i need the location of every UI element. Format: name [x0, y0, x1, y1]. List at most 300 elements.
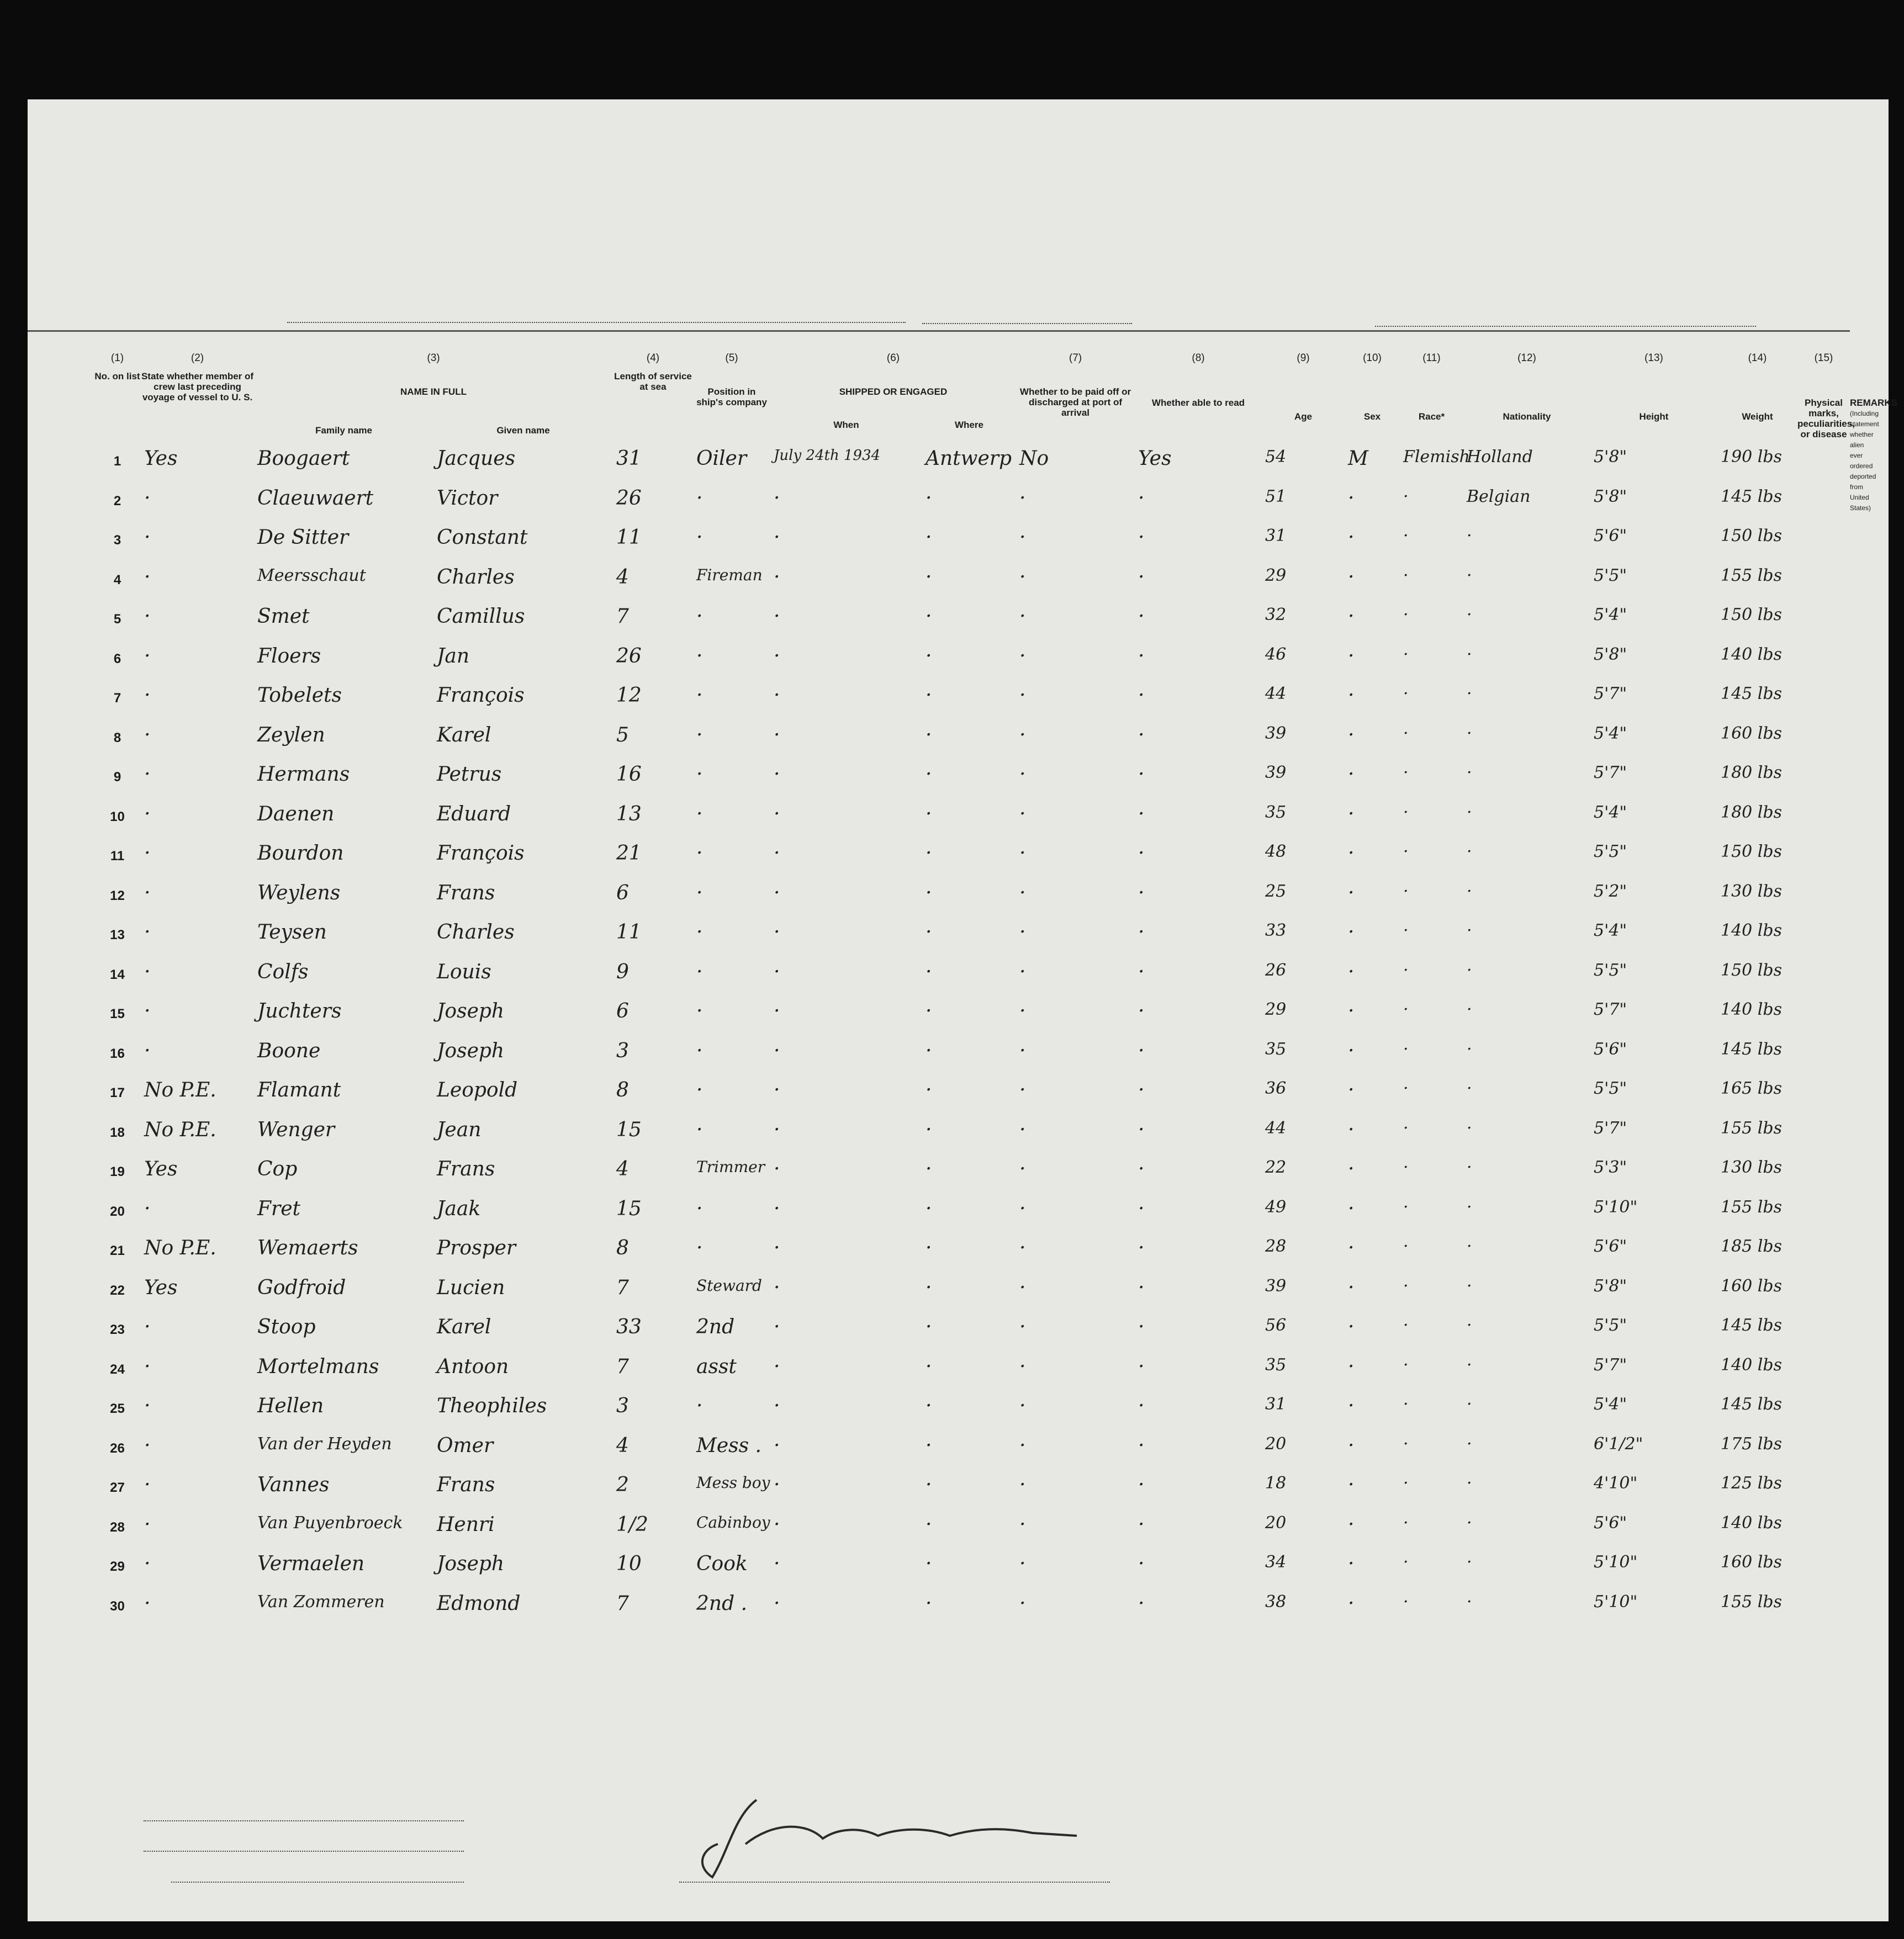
ship-position: Steward [696, 1276, 762, 1295]
previous-voyage: · [144, 1316, 151, 1338]
sex: · [1348, 802, 1355, 825]
ship-position: · [696, 644, 703, 667]
previous-voyage: · [144, 486, 151, 510]
given-name: Jan [437, 644, 470, 667]
ship-position: Fireman [696, 565, 763, 584]
column-number: (12) [1517, 352, 1536, 364]
given-name: Henri [437, 1513, 495, 1536]
age: 49 [1265, 1197, 1287, 1217]
weight: 130 lbs [1721, 1158, 1782, 1177]
sex: · [1348, 1513, 1355, 1536]
height: 5'8" [1594, 1276, 1627, 1296]
paid-off: · [1019, 802, 1026, 825]
height: 5'4" [1594, 605, 1627, 624]
given-name: François [437, 842, 525, 865]
paid-off: · [1019, 960, 1026, 983]
nationality: · [1467, 842, 1472, 861]
family-name: Wemaerts [257, 1237, 358, 1259]
nationality: · [1467, 1237, 1472, 1256]
family-name: Wenger [257, 1118, 335, 1141]
given-name: Karel [437, 1316, 491, 1338]
ship-position: · [696, 1079, 703, 1101]
service-length: 5 [616, 723, 629, 746]
age: 51 [1265, 486, 1287, 506]
family-name: De Sitter [257, 526, 349, 549]
height: 5'4" [1594, 921, 1627, 940]
family-name: Vermaelen [257, 1553, 365, 1575]
shipped-when: · [774, 1474, 780, 1496]
sex: · [1348, 1276, 1355, 1299]
service-length: 7 [616, 605, 629, 628]
shipped-where: · [925, 1553, 932, 1575]
previous-voyage: No P.E. [144, 1237, 216, 1259]
ship-position: 2nd . [696, 1592, 748, 1615]
able-to-read: · [1138, 1513, 1145, 1536]
shipped-when: July 24th 1934 [774, 447, 881, 464]
inspector-signature [679, 1783, 1110, 1894]
nationality: · [1467, 1316, 1472, 1335]
nationality: · [1467, 1079, 1472, 1098]
given-name: Lucien [437, 1276, 505, 1299]
shipped-where: · [925, 1316, 932, 1338]
height: 5'7" [1594, 684, 1627, 703]
column-header: Where [955, 420, 983, 430]
paid-off: · [1019, 1118, 1026, 1141]
column-header: Race* [1418, 411, 1445, 422]
weight: 165 lbs [1721, 1079, 1782, 1098]
race: · [1403, 644, 1409, 664]
service-length: 26 [616, 644, 642, 667]
shipped-when: · [774, 1553, 780, 1575]
given-name: Edmond [437, 1592, 521, 1615]
previous-voyage: Yes [144, 1276, 178, 1299]
shipped-when: · [774, 802, 780, 825]
previous-voyage: No P.E. [144, 1079, 216, 1101]
shipped-where: · [925, 1079, 932, 1101]
service-length: 15 [616, 1118, 642, 1141]
row-number: 4 [113, 572, 121, 587]
ship-position: · [696, 1000, 703, 1023]
shipped-when: · [774, 921, 780, 944]
family-name: Claeuwaert [257, 486, 374, 510]
sex: · [1348, 1434, 1355, 1457]
sex: M [1348, 447, 1368, 470]
given-name: Charles [437, 921, 515, 944]
row-number: 27 [110, 1480, 125, 1495]
given-name: Charles [437, 565, 515, 589]
sex: · [1348, 1197, 1355, 1220]
shipped-where: · [925, 1118, 932, 1141]
family-name: Smet [257, 605, 310, 628]
shipped-when: · [774, 1395, 780, 1417]
age: 22 [1265, 1158, 1287, 1177]
weight: 145 lbs [1721, 1316, 1782, 1335]
nationality: · [1467, 684, 1472, 703]
age: 32 [1265, 605, 1287, 624]
service-length: 12 [616, 684, 642, 707]
weight: 130 lbs [1721, 881, 1782, 901]
sex: · [1348, 1592, 1355, 1615]
race: · [1403, 1197, 1409, 1217]
able-to-read: · [1138, 1553, 1145, 1575]
able-to-read: · [1138, 1395, 1145, 1417]
given-name: Petrus [437, 763, 502, 786]
age: 20 [1265, 1434, 1287, 1454]
service-length: 4 [616, 1434, 629, 1457]
ship-position: · [696, 605, 703, 628]
height: 5'5" [1594, 842, 1627, 861]
height: 5'8" [1594, 447, 1627, 467]
column-number: (3) [427, 352, 440, 364]
ship-position: Cabinboy [696, 1513, 770, 1532]
shipped-where: · [925, 723, 932, 746]
row-number: 6 [113, 651, 121, 666]
able-to-read: · [1138, 1197, 1145, 1220]
row-number: 13 [110, 928, 125, 942]
able-to-read: · [1138, 763, 1145, 786]
race: · [1403, 1513, 1409, 1533]
column-header: Nationality [1503, 411, 1551, 422]
nationality: · [1467, 605, 1472, 624]
column-number: (7) [1069, 352, 1082, 364]
age: 56 [1265, 1316, 1287, 1335]
sex: · [1348, 960, 1355, 983]
height: 5'6" [1594, 1513, 1627, 1533]
previous-voyage: · [144, 1434, 151, 1457]
ship-position: · [696, 486, 703, 510]
paid-off: · [1019, 1474, 1026, 1496]
column-number: (11) [1422, 352, 1441, 364]
family-name: Bourdon [257, 842, 344, 865]
service-length: 15 [616, 1197, 642, 1220]
shipped-where: · [925, 1513, 932, 1536]
given-name: Leopold [437, 1079, 518, 1101]
service-length: 6 [616, 881, 629, 904]
column-number: (8) [1192, 352, 1205, 364]
sex: · [1348, 1237, 1355, 1259]
able-to-read: · [1138, 605, 1145, 628]
weight: 185 lbs [1721, 1237, 1782, 1256]
shipped-when: · [774, 842, 780, 865]
able-to-read: · [1138, 1000, 1145, 1023]
nationality: · [1467, 960, 1472, 980]
family-name: Van Zommeren [257, 1592, 385, 1612]
row-number: 16 [110, 1046, 125, 1061]
weight: 140 lbs [1721, 644, 1782, 664]
height: 4'10" [1594, 1474, 1638, 1493]
height: 5'8" [1594, 486, 1627, 506]
shipped-when: · [774, 1276, 780, 1299]
paid-off: · [1019, 1592, 1026, 1615]
able-to-read: · [1138, 1434, 1145, 1457]
shipped-where: · [925, 1395, 932, 1417]
able-to-read: · [1138, 802, 1145, 825]
service-length: 13 [616, 802, 642, 825]
age: 38 [1265, 1592, 1287, 1612]
ship-position: · [696, 802, 703, 825]
paid-off: · [1019, 1553, 1026, 1575]
given-name: Joseph [437, 1553, 505, 1575]
paid-off: · [1019, 1039, 1026, 1062]
row-number: 2 [113, 493, 121, 508]
row-number: 26 [110, 1440, 125, 1456]
column-header: Physical marks, peculiarities, or disease [1797, 398, 1855, 439]
age: 44 [1265, 684, 1287, 703]
ship-position: Cook [696, 1553, 748, 1575]
service-length: 11 [616, 921, 642, 944]
race: · [1403, 960, 1409, 980]
height: 5'4" [1594, 1395, 1627, 1414]
column-number: (1) [110, 352, 124, 364]
age: 46 [1265, 644, 1287, 664]
age: 28 [1265, 1237, 1287, 1256]
height: 5'8" [1594, 644, 1627, 664]
weight: 145 lbs [1721, 1395, 1782, 1414]
family-name: Meersschaut [257, 565, 366, 585]
previous-voyage: · [144, 1039, 151, 1062]
race: · [1403, 565, 1409, 585]
family-name: Vannes [257, 1474, 330, 1496]
given-name: Joseph [437, 1000, 505, 1023]
age: 29 [1265, 565, 1287, 585]
column-header: Sex [1363, 411, 1381, 422]
service-length: 9 [616, 960, 629, 983]
shipped-where: · [925, 960, 932, 983]
age: 39 [1265, 763, 1287, 782]
shipped-when: · [774, 1316, 780, 1338]
weight: 125 lbs [1721, 1474, 1782, 1493]
column-header: Whether to be paid off or discharged at port of arrival [1019, 386, 1131, 418]
height: 5'6" [1594, 526, 1627, 545]
paid-off: · [1019, 644, 1026, 667]
shipped-when: · [774, 1079, 780, 1101]
height: 5'2" [1594, 881, 1627, 901]
height: 5'6" [1594, 1237, 1627, 1256]
service-length: 16 [616, 763, 642, 786]
shipped-where: · [925, 1237, 932, 1259]
nationality: · [1467, 1395, 1472, 1414]
shipped-when: · [774, 1118, 780, 1141]
weight: 180 lbs [1721, 763, 1782, 782]
race: · [1403, 1276, 1409, 1296]
weight: 140 lbs [1721, 1513, 1782, 1533]
sex: · [1348, 921, 1355, 944]
service-length: 4 [616, 1158, 629, 1180]
race: · [1403, 1474, 1409, 1493]
nationality: · [1467, 1039, 1472, 1059]
age: 31 [1265, 1395, 1287, 1414]
column-header: SHIPPED OR ENGAGED [839, 386, 948, 397]
paid-off: · [1019, 526, 1026, 549]
family-name: Godfroid [257, 1276, 346, 1299]
previous-voyage: · [144, 605, 151, 628]
previous-voyage: · [144, 881, 151, 904]
nationality: · [1467, 921, 1472, 940]
ship-position: · [696, 921, 703, 944]
given-name: Prosper [437, 1237, 516, 1259]
age: 35 [1265, 802, 1287, 822]
row-number: 10 [110, 809, 125, 824]
able-to-read: Yes [1138, 447, 1172, 470]
paid-off: · [1019, 921, 1026, 944]
previous-voyage: · [144, 723, 151, 746]
ship-position: Trimmer [696, 1158, 765, 1176]
row-number: 19 [110, 1164, 125, 1179]
able-to-read: · [1138, 1592, 1145, 1615]
paid-off: · [1019, 1513, 1026, 1536]
ship-position: · [696, 960, 703, 983]
previous-voyage: · [144, 1553, 151, 1575]
nationality: · [1467, 1513, 1472, 1533]
race: · [1403, 1000, 1409, 1019]
race: · [1403, 723, 1409, 743]
row-number: 3 [113, 533, 121, 548]
shipped-when: · [774, 1039, 780, 1062]
weight: 150 lbs [1721, 960, 1782, 980]
nationality: Belgian [1467, 486, 1531, 506]
column-number: (9) [1297, 352, 1310, 364]
sex: · [1348, 605, 1355, 628]
family-name: Van der Heyden [257, 1434, 392, 1454]
manifest-sheet: (1) (2) (3) (4) (5) (6) (7) (8) (9) (10) (11) (12) (13) (14) (15) No. on list State whether member of crew last preceding voyage of vessel to U. S. NAME IN FULL Family name Given name Length of service at sea Position in ship's company SHIPPED OR ENGAGED When Where Whether to be paid off or discharged at port of arrival Whether able to read Age Sex Race* Nationality Height Weight Physical marks, peculiarities, or disease REMARKS (Including statement whether alien ever ordered deported from United States) 1 Yes Boogaert Jacques 31 Oiler July 24th 1934 Antwerp No Yes 54 M Flemish Holland 5'8" 190 lbs 2 · Claeuwaert Victor 26 · · · · · 51 · · Belgian 5'8" 145 lbs 3 · De Sitter Constant 11 · · · · · 31 · · · 5'6" 150 lbs 4 · Meersschaut Charles 4 Fireman · · · · 29 · · · 5'5" 155 lbs 5 · Smet Camillus 7 · · · · · 32 · · · 5'4" 150 lbs 6 · Floers Jan 26 · · · · · 46 · · · 5'8" 140 lbs 7 · Tobelets François 12 · · · · · 44 · · · 5'7" 145 lbs 8 · Zeylen Karel 5 · · · · · 39 · · · 5'4" 160 lbs 9 · Hermans Petrus 16 · · · · · 39 · · · 5'7" 180 lbs 10 · Daenen Eduard 13 · · · · · 35 · · · 5'4" 180 lbs 11 · Bourdon François 21 · · · · · 48 · · · 5'5" 150 lbs 12 · Weylens Frans 6 · · · · · 25 · · · 5'2" 130 lbs 13 · Teysen Charles 11 · · · · · 33 · · · 5'4" 140 lbs 14 · Colfs Louis 9 · · · · · 26 · · · 5'5" 150 lbs 15 · Juchters Joseph 6 · · · · · 29 · · · 5'7" 140 lbs 16 · Boone Joseph 3 · · · · · 35 · · · 5'6" 145 lbs 17 No P.E. Flamant Leopold 8 · · · · · 36 · · · 5'5" 165 lbs 18 No P.E. Wenger Jean 15 · · · · · 44 · · · 5'7" 155 lbs 19 Yes Cop Frans 4 Trimmer · · · · 22 · · · 5'3" 130 lbs 20 · Fret Jaak 15 · · · · · 49 · · · 5'10" 155 lbs 21 No P.E. Wemaerts Prosper 8 · · · · · 28 · · · 5'6" 185 lbs 22 Yes Godfroid Lucien 7 Steward · · · · 39 · · · 5'8" 160 lbs 23 · Stoop Karel 33 2nd · · · · 56 · · · 5'5" 145 lbs 24 · Mortelmans Antoon 7 asst · · · · 35 · · · 5'7" 140 lbs 25 · Hellen Theophiles 3 · · · · · 31 · · · 5'4" 145 lbs 26 · Van der Heyden Omer 4 Mess . · · · · 20 · · · 6'1/2" 175 lbs 27 · Vannes Frans 2 Mess boy · · · · 18 · · · 4'10" 125 lbs 28 · Van Puyenbroeck Henri 1/2 Cabinboy · · · · 20 · · · 5'6" 140 lbs 29 · Vermaelen Joseph 10 Cook · · · · 34 · · · 5'10" 160 lbs 30 · Van Zommeren Edmond 7 2nd . · · · · 38 · · · 5'10" 155 lbs [28, 99, 1889, 1921]
shipped-where: · [925, 486, 932, 510]
ship-position: · [696, 1118, 703, 1141]
column-number: (6) [886, 352, 900, 364]
weight: 140 lbs [1721, 921, 1782, 940]
row-number: 23 [110, 1322, 125, 1337]
given-name: Frans [437, 1158, 495, 1180]
shipped-when: · [774, 1197, 780, 1220]
sex: · [1348, 684, 1355, 707]
sex: · [1348, 1316, 1355, 1338]
sex: · [1348, 1039, 1355, 1062]
family-name: Van Puyenbroeck [257, 1513, 403, 1533]
shipped-where: · [925, 842, 932, 865]
row-number: 7 [113, 691, 121, 706]
shipped-where: · [925, 881, 932, 904]
ship-position: 2nd [696, 1316, 735, 1338]
row-number: 12 [110, 888, 125, 903]
shipped-when: · [774, 1158, 780, 1180]
height: 5'7" [1594, 1355, 1627, 1375]
shipped-when: · [774, 881, 780, 904]
shipped-where: · [925, 526, 932, 549]
shipped-when: · [774, 1434, 780, 1457]
previous-voyage: · [144, 921, 151, 944]
nationality: · [1467, 644, 1472, 664]
paid-off: · [1019, 763, 1026, 786]
agents-underline [171, 1882, 464, 1883]
family-name: Stoop [257, 1316, 316, 1338]
previous-voyage: · [144, 644, 151, 667]
given-name: Theophiles [437, 1395, 547, 1417]
given-name: François [437, 684, 525, 707]
owners-underline [144, 1851, 464, 1852]
service-length: 3 [616, 1395, 629, 1417]
row-number: 28 [110, 1519, 125, 1535]
previous-voyage: · [144, 960, 151, 983]
family-name: Boogaert [257, 447, 350, 470]
previous-voyage: · [144, 565, 151, 589]
shipped-where: · [925, 1276, 932, 1299]
service-length: 2 [616, 1474, 629, 1496]
column-number: (5) [725, 352, 738, 364]
nationality: · [1467, 1118, 1472, 1138]
column-number: (14) [1748, 352, 1767, 364]
ship-position: · [696, 526, 703, 549]
nationality: · [1467, 1434, 1472, 1454]
able-to-read: · [1138, 644, 1145, 667]
shipped-where: · [925, 565, 932, 589]
family-name: Juchters [257, 1000, 342, 1023]
age: 25 [1265, 881, 1287, 901]
shipped-when: · [774, 565, 780, 589]
shipped-where: · [925, 763, 932, 786]
race: · [1403, 1434, 1409, 1454]
previous-voyage: · [144, 526, 151, 549]
row-number: 5 [113, 612, 121, 627]
nationality: · [1467, 1592, 1472, 1612]
weight: 150 lbs [1721, 526, 1782, 545]
height: 5'10" [1594, 1592, 1638, 1612]
given-name: Frans [437, 1474, 495, 1496]
paid-off: · [1019, 842, 1026, 865]
previous-voyage: · [144, 684, 151, 707]
weight: 155 lbs [1721, 1592, 1782, 1612]
age: 48 [1265, 842, 1287, 861]
given-name: Jaak [437, 1197, 481, 1220]
height: 6'1/2" [1594, 1434, 1643, 1454]
sex: · [1348, 1000, 1355, 1023]
sex: · [1348, 644, 1355, 667]
race: · [1403, 605, 1409, 624]
age: 35 [1265, 1355, 1287, 1375]
height: 5'7" [1594, 1000, 1627, 1019]
able-to-read: · [1138, 960, 1145, 983]
shipped-when: · [774, 486, 780, 510]
paid-off: · [1019, 486, 1026, 510]
shipped-when: · [774, 1592, 780, 1615]
service-length: 33 [616, 1316, 642, 1338]
shipped-where: Antwerp [925, 447, 1012, 470]
age: 31 [1265, 526, 1287, 545]
ship-position: · [696, 1039, 703, 1062]
previous-voyage: · [144, 1592, 151, 1615]
height: 5'4" [1594, 802, 1627, 822]
previous-voyage: Yes [144, 447, 178, 470]
previous-voyage: · [144, 1395, 151, 1417]
sex: · [1348, 881, 1355, 904]
paid-off: · [1019, 565, 1026, 589]
family-name: Hellen [257, 1395, 324, 1417]
age: 29 [1265, 1000, 1287, 1019]
service-length: 7 [616, 1592, 629, 1615]
nationality: · [1467, 1197, 1472, 1217]
shipped-when: · [774, 763, 780, 786]
row-number: 1 [113, 454, 121, 469]
sex: · [1348, 763, 1355, 786]
height: 5'3" [1594, 1158, 1627, 1177]
paid-off: · [1019, 1395, 1026, 1417]
ship-position: · [696, 1395, 703, 1417]
shipped-where: · [925, 1355, 932, 1378]
nationality: · [1467, 763, 1472, 782]
sex: · [1348, 565, 1355, 589]
paid-off: · [1019, 1434, 1026, 1457]
given-name: Omer [437, 1434, 494, 1457]
shipped-where: · [925, 1474, 932, 1496]
previous-voyage: · [144, 1474, 151, 1496]
